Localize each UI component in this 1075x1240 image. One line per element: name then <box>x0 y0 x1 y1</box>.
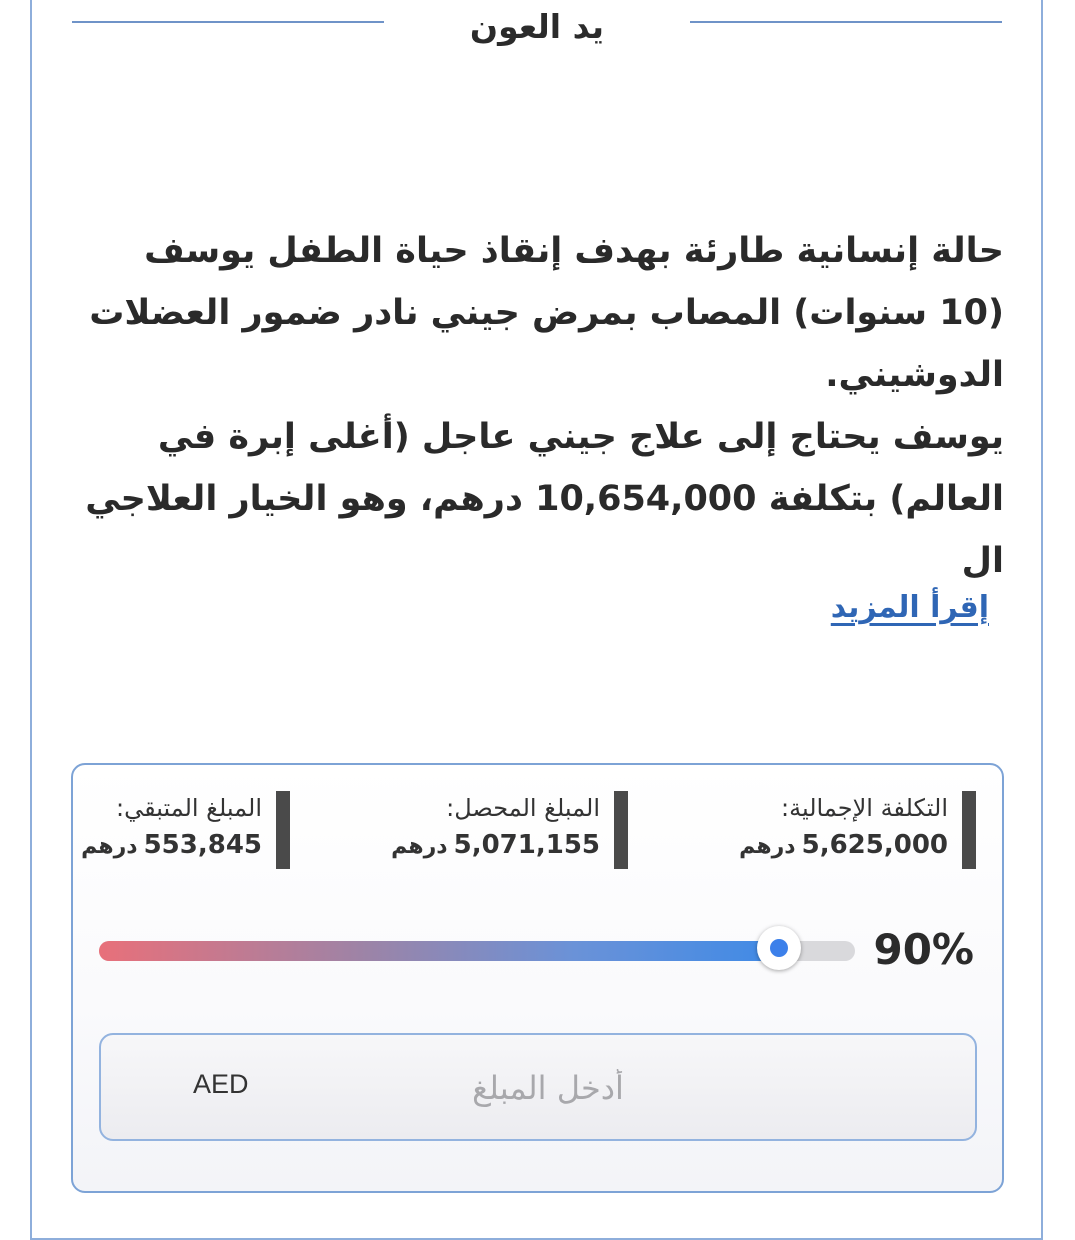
total-cost-label: التكلفة الإجمالية: <box>781 794 948 822</box>
remaining-amount-currency: درهم <box>81 834 138 859</box>
collected-amount-value <box>391 825 600 867</box>
header-divider-right <box>690 21 1002 23</box>
progress-handle-dot <box>770 939 788 957</box>
page-title: يد العون <box>469 7 605 46</box>
total-cost-stat <box>739 791 976 869</box>
amount-input-box[interactable] <box>99 1033 977 1141</box>
remaining-amount-stat <box>81 791 290 869</box>
progress-track <box>99 941 855 961</box>
collected-amount-stat <box>391 791 628 869</box>
total-cost-amount: 5,625,000 <box>801 830 948 860</box>
collected-amount-label: المبلغ المحصل: <box>446 794 600 822</box>
amount-input[interactable] <box>351 1055 745 1121</box>
description-paragraph: يوسف يحتاج إلى علاج جيني عاجل (أغلى إبرة في العالم) بتكلفة 10,654,000 درهم، وهو الخيار العلاجي ال <box>85 417 1004 581</box>
donation-card <box>71 763 1004 1193</box>
read-more-link[interactable]: إقرأ المزيد <box>830 590 989 625</box>
remaining-amount-amount: 553,845 <box>143 830 262 860</box>
total-cost-currency: درهم <box>739 834 796 859</box>
header-divider-left <box>72 21 384 23</box>
progress-handle[interactable] <box>757 926 801 970</box>
campaign-description <box>72 220 1004 592</box>
total-cost-value <box>739 825 948 867</box>
collected-amount-amount: 5,071,155 <box>453 830 600 860</box>
progress-percent: 90% <box>873 925 974 974</box>
currency-code: AED <box>193 1069 249 1099</box>
progress-fill <box>99 941 779 961</box>
remaining-amount-value <box>81 825 262 867</box>
description-paragraph: حالة إنسانية طارئة بهدف إنقاذ حياة الطفل يوسف (10 سنوات) المصاب بمرض جيني نادر ضمور العضلات الدوشيني. <box>89 231 1004 395</box>
collected-amount-currency: درهم <box>391 834 448 859</box>
remaining-amount-label: المبلغ المتبقي: <box>115 794 262 822</box>
